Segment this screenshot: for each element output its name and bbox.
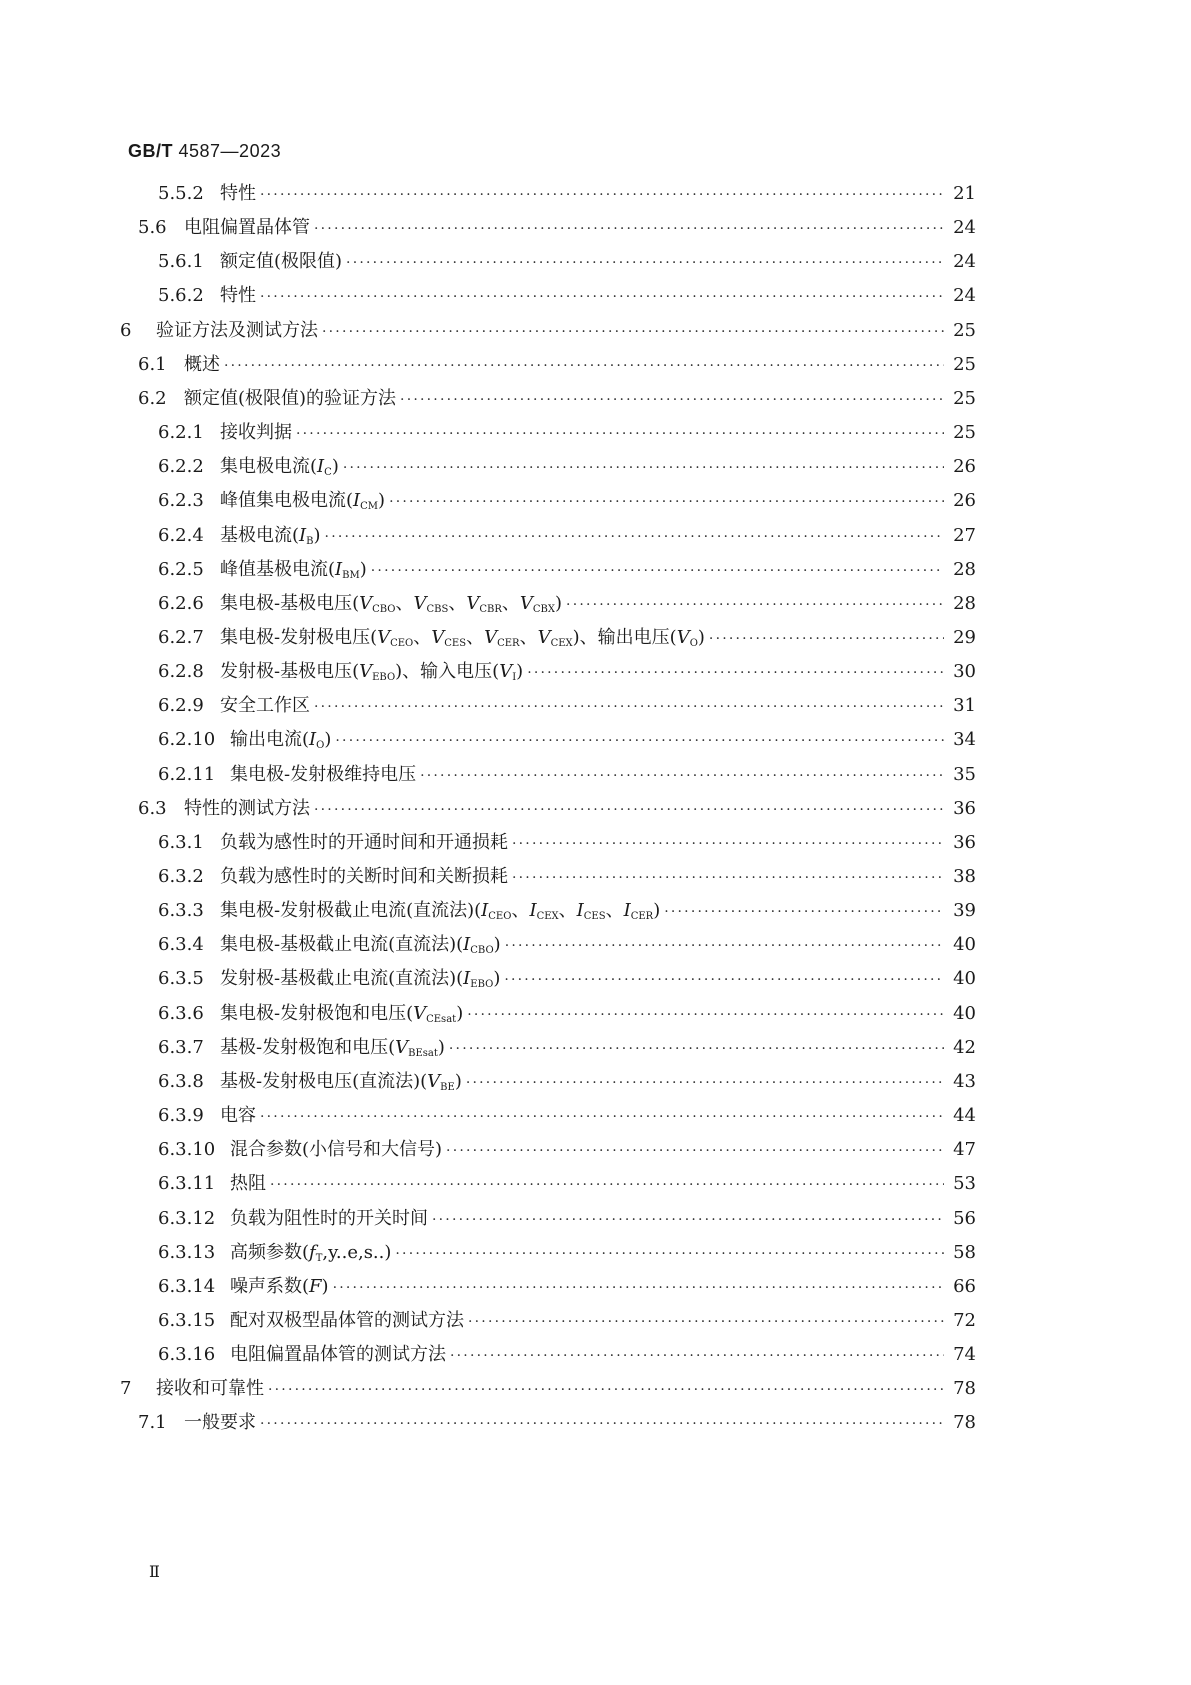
- toc-dot-leader: [466, 1070, 944, 1096]
- toc-entry[interactable]: [158, 864, 976, 890]
- toc-entry[interactable]: [158, 181, 976, 207]
- toc-entry-number: 6.2.8: [158, 661, 204, 683]
- toc-entry-page: 28: [953, 558, 976, 580]
- toc-dot-leader: [260, 1104, 944, 1130]
- toc-entry-number: 5.5.2: [158, 183, 204, 204]
- toc-entry-page: 30: [953, 661, 976, 683]
- toc-entry-title: 负载为感性时的关断时间和关断损耗: [220, 866, 508, 887]
- toc-entry-title: 峰值集电极电流$(I_{CM})$: [220, 490, 386, 513]
- toc-entry-page: 24: [953, 285, 976, 307]
- toc-entry[interactable]: [158, 523, 976, 549]
- toc-dot-leader: [450, 1343, 944, 1369]
- toc-entry-page: 25: [953, 319, 976, 341]
- toc-entry-page: 56: [953, 1207, 976, 1229]
- toc-entry-title: 输出电流$(I_O)$: [230, 729, 332, 752]
- toc-dot-leader: [512, 865, 944, 891]
- toc-entry-title: 概述: [184, 353, 220, 375]
- document-header: [128, 141, 281, 162]
- toc-entry[interactable]: [138, 352, 976, 378]
- toc-entry-page: 78: [953, 1412, 976, 1434]
- toc-dot-leader: [224, 353, 944, 379]
- toc-entry-title: 高频参数$(f_T,y..e,s..)$: [230, 1241, 392, 1264]
- toc-entry[interactable]: [158, 488, 976, 514]
- toc-entry[interactable]: [158, 966, 976, 992]
- toc-entry-page: 29: [953, 626, 976, 648]
- toc-entry-number: 7: [120, 1378, 132, 1400]
- toc-entry-page: 40: [953, 1002, 976, 1024]
- toc-entry-title: 验证方法及测试方法: [156, 319, 318, 341]
- toc-entry[interactable]: [158, 1035, 976, 1061]
- toc-dot-leader: [346, 250, 944, 276]
- toc-entry-page: 25: [953, 422, 976, 444]
- toc-entry-number: 6.3.6: [158, 1002, 204, 1024]
- toc-dot-leader: [527, 660, 944, 686]
- toc-entry-number: 6.3.16: [158, 1344, 216, 1366]
- toc-entry-title: 电阻偏置晶体管的测试方法: [230, 1344, 446, 1366]
- toc-entry[interactable]: [158, 1171, 976, 1197]
- toc-dot-leader: [505, 933, 944, 959]
- toc-entry-number: 6.2.9: [158, 695, 204, 717]
- toc-entry[interactable]: [138, 386, 976, 412]
- toc-entry-number: 6.2.11: [158, 763, 216, 785]
- toc-dot-leader: [314, 216, 944, 242]
- toc-entry-number: 6.3.4: [158, 934, 204, 956]
- toc-dot-leader: [389, 489, 944, 515]
- standard-number: 4587—2023: [178, 141, 282, 161]
- toc-dot-leader: [446, 1138, 944, 1164]
- toc-entry-title: 安全工作区: [220, 695, 310, 717]
- toc-entry-title: 基极-发射极饱和电压$(V_{BEsat})$: [220, 1036, 445, 1059]
- toc-entry-page: 36: [953, 831, 976, 853]
- toc-entry-page: 26: [953, 490, 976, 512]
- toc-entry-title: 电容: [220, 1105, 256, 1127]
- toc-entry-page: 43: [953, 1070, 976, 1092]
- toc-entry-number: 6.3.5: [158, 968, 204, 990]
- toc-dot-leader: [400, 387, 944, 413]
- toc-entry-number: 6.3.11: [158, 1173, 216, 1195]
- toc-entry-page: 78: [953, 1378, 976, 1400]
- toc-entry-title: 集电极-发射极截止电流(直流法)($I_{CEO}$、$I_{CEX}$、$I_{CES}$、$I_{CER}$): [220, 900, 661, 923]
- toc-dot-leader: [504, 967, 944, 993]
- toc-entry[interactable]: [158, 1240, 976, 1266]
- toc-entry-number: 6.3.15: [158, 1309, 216, 1331]
- toc-entry-title: 发射极-基极截止电流(直流法)$(I_{EBO})$: [220, 968, 501, 991]
- toc-entry-page: 42: [953, 1036, 976, 1058]
- toc-entry-number: 6.3.8: [158, 1070, 204, 1092]
- toc-dot-leader: [270, 1172, 944, 1198]
- toc-entry-page: 47: [953, 1139, 976, 1161]
- toc-entry-number: 6.3.1: [158, 831, 204, 853]
- toc-entry-number: 6.3.10: [158, 1139, 216, 1161]
- toc-dot-leader: [512, 831, 944, 857]
- toc-entry-number: 6.1: [138, 353, 167, 375]
- toc-dot-leader: [709, 626, 944, 652]
- toc-entry[interactable]: [138, 215, 976, 241]
- toc-entry[interactable]: [158, 1137, 976, 1163]
- toc-entry[interactable]: [158, 898, 976, 924]
- toc-entry-title: 发射极-基极电压$(V_{EBO})$、输入电压$(V_I)$: [220, 661, 524, 684]
- toc-entry-page: 38: [953, 866, 976, 887]
- toc-entry-page: 40: [953, 934, 976, 956]
- toc-dot-leader: [449, 1036, 944, 1062]
- toc-entry-number: 6.2.7: [158, 626, 204, 648]
- toc-entry[interactable]: [158, 420, 976, 446]
- toc-dot-leader: [296, 421, 944, 447]
- toc-dot-leader: [260, 1411, 944, 1437]
- toc-entry-title: 额定值(极限值)的验证方法: [184, 387, 397, 409]
- toc-entry-page: 36: [953, 797, 976, 819]
- toc-entry-page: 58: [953, 1241, 976, 1263]
- toc-entry-page: 34: [953, 729, 976, 751]
- toc-entry[interactable]: [158, 727, 976, 753]
- toc-entry[interactable]: [158, 625, 976, 651]
- toc-dot-leader: [432, 1207, 944, 1233]
- toc-entry-title: 负载为阻性时的开关时间: [230, 1207, 428, 1229]
- toc-entry[interactable]: [158, 1206, 976, 1232]
- toc-entry-page: 66: [953, 1275, 976, 1297]
- toc-entry-number: 6.3.3: [158, 900, 204, 922]
- toc-entry-title: 混合参数(小信号和大信号): [230, 1139, 443, 1161]
- toc-entry-number: 6.3.2: [158, 866, 204, 887]
- toc-dot-leader: [664, 899, 944, 925]
- toc-entry[interactable]: [138, 796, 976, 822]
- toc-dot-leader: [260, 284, 944, 310]
- toc-entry-title: 接收和可靠性: [156, 1378, 264, 1400]
- toc-entry-page: 35: [953, 763, 976, 785]
- toc-dot-leader: [325, 524, 944, 550]
- toc-entry-number: 5.6.2: [158, 285, 204, 307]
- toc-entry-page: 53: [953, 1173, 976, 1195]
- toc-entry-number: 6.3: [138, 797, 167, 819]
- toc-entry-title: 配对双极型晶体管的测试方法: [230, 1309, 464, 1331]
- toc-entry-page: 24: [953, 251, 976, 273]
- toc-entry[interactable]: [158, 1069, 976, 1095]
- toc-entry-page: 74: [953, 1344, 976, 1366]
- toc-entry-title: 一般要求: [184, 1412, 256, 1434]
- toc-entry-page: 25: [953, 353, 976, 375]
- toc-dot-leader: [420, 763, 944, 789]
- toc-entry-page: 44: [953, 1105, 976, 1127]
- toc-entry-page: 26: [953, 456, 976, 478]
- toc-entry[interactable]: [158, 454, 976, 480]
- toc-entry-number: 5.6: [138, 217, 167, 239]
- toc-entry[interactable]: [158, 1308, 976, 1334]
- toc-entry-title: 基极电流$(I_B)$: [220, 524, 321, 547]
- toc-entry-title: 特性: [220, 183, 256, 204]
- toc-entry[interactable]: [120, 1376, 976, 1402]
- toc-entry-number: 6.2.4: [158, 524, 204, 546]
- toc-dot-leader: [468, 1309, 944, 1335]
- toc-entry-page: 72: [953, 1309, 976, 1331]
- toc-entry-number: 5.6.1: [158, 251, 204, 273]
- toc-entry-title: 接收判据: [220, 422, 292, 444]
- toc-entry[interactable]: [138, 1410, 976, 1436]
- toc-entry[interactable]: [120, 318, 976, 344]
- toc-entry-title: 集电极-发射极维持电压: [230, 763, 417, 785]
- toc-entry[interactable]: [158, 932, 976, 958]
- toc-dot-leader: [314, 694, 944, 720]
- toc-entry-page: 39: [953, 900, 976, 922]
- toc-entry[interactable]: [158, 557, 976, 583]
- toc-entry-number: 6.3.7: [158, 1036, 204, 1058]
- toc-entry-number: 6.2.1: [158, 422, 204, 444]
- toc-dot-leader: [335, 728, 944, 754]
- toc-entry-title: 噪声系数(F): [230, 1275, 329, 1297]
- toc-dot-leader: [333, 1275, 944, 1301]
- toc-entry-page: 27: [953, 524, 976, 546]
- toc-entry-page: 28: [953, 592, 976, 614]
- toc-entry-page: 31: [953, 695, 976, 717]
- toc-entry-title: 集电极-基极截止电流(直流法)$(I_{CBO})$: [220, 934, 501, 957]
- standard-prefix: GB/T: [128, 141, 173, 161]
- toc-entry-title: 电阻偏置晶体管: [184, 217, 310, 239]
- toc-entry-number: 6.2.6: [158, 592, 204, 614]
- toc-entry-title: 集电极-发射极饱和电压$(V_{CEsat})$: [220, 1002, 464, 1025]
- toc-entry-number: 6.2.2: [158, 456, 204, 478]
- toc-dot-leader: [566, 592, 944, 618]
- toc-dot-leader: [395, 1241, 944, 1267]
- toc-entry-title: 额定值(极限值): [220, 251, 343, 273]
- toc-entry-number: 6.3.12: [158, 1207, 216, 1229]
- toc-entry-title: 特性: [220, 285, 256, 307]
- toc-entry[interactable]: [158, 283, 976, 309]
- toc-dot-leader: [322, 319, 944, 345]
- toc-entry-title: 峰值基极电流$(I_{BM})$: [220, 558, 367, 581]
- toc-entry-title: 热阻: [230, 1173, 266, 1195]
- toc-dot-leader: [314, 797, 944, 823]
- toc-entry-page: 21: [953, 183, 976, 204]
- toc-entry-number: 6.2.3: [158, 490, 204, 512]
- toc-entry-number: 6.3.14: [158, 1275, 216, 1297]
- toc-entry[interactable]: [158, 591, 976, 617]
- toc-entry[interactable]: [158, 762, 976, 788]
- toc-entry-title: 基极-发射极电压(直流法)$(V_{BE})$: [220, 1070, 462, 1093]
- toc-entry-title: 集电极电流$(I_C)$: [220, 456, 339, 479]
- toc-entry-number: 6: [120, 319, 132, 341]
- toc-entry-page: 24: [953, 217, 976, 239]
- toc-entry-number: 6.2: [138, 387, 167, 409]
- toc-entry-number: 6.3.13: [158, 1241, 216, 1263]
- toc-entry[interactable]: [158, 1342, 976, 1368]
- toc-entry-page: 40: [953, 968, 976, 990]
- toc-dot-leader: [371, 558, 944, 584]
- toc-entry[interactable]: [158, 1001, 976, 1027]
- toc-entry-number: 6.2.10: [158, 729, 216, 751]
- toc-dot-leader: [260, 182, 944, 208]
- toc-entry[interactable]: [158, 249, 976, 275]
- toc-dot-leader: [343, 455, 944, 481]
- toc-entry-title: 特性的测试方法: [184, 797, 310, 819]
- page-number-footer: Ⅱ: [149, 1564, 160, 1581]
- toc-dot-leader: [268, 1377, 944, 1403]
- toc-entry-number: 6.3.9: [158, 1105, 204, 1127]
- toc-entry-title: 负载为感性时的开通时间和开通损耗: [220, 831, 508, 853]
- toc-entry[interactable]: [158, 830, 976, 856]
- toc-entry-title: 集电极-发射极电压($V_{CEO}$、$V_{CES}$、$V_{CER}$、$V_{CEX}$)、输出电压$(V_O)$: [220, 626, 705, 649]
- toc-dot-leader: [467, 1002, 944, 1028]
- toc-entry-page: 25: [953, 387, 976, 409]
- toc-entry[interactable]: [158, 1274, 976, 1300]
- toc-entry-title: 集电极-基极电压($V_{CBO}$、$V_{CBS}$、$V_{CBR}$、$V_{CBX}$): [220, 592, 563, 615]
- toc-entry[interactable]: [158, 1103, 976, 1129]
- toc-entry[interactable]: [158, 693, 976, 719]
- toc-entry[interactable]: [158, 659, 976, 685]
- toc-entry-number: 7.1: [138, 1412, 167, 1434]
- toc-entry-number: 6.2.5: [158, 558, 204, 580]
